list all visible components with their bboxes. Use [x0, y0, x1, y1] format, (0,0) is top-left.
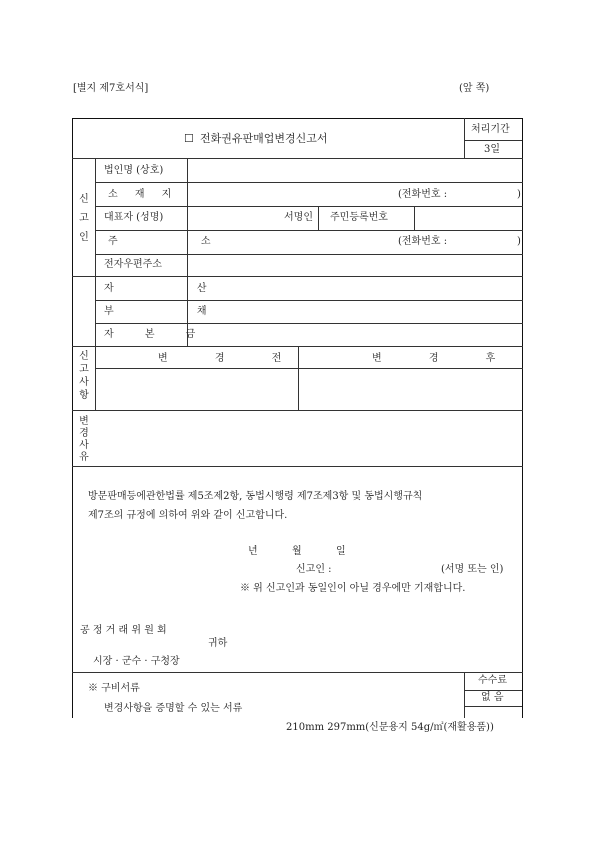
- corp-name-label: 법인명 (상호): [104, 165, 164, 176]
- recipient-local-gov: 시장 · 군수 · 구청장: [93, 656, 180, 667]
- location-phone-label: (전화번호 :: [398, 189, 448, 200]
- form-title-checkbox[interactable]: ☐: [184, 132, 194, 145]
- location-phone-close: ): [517, 189, 521, 200]
- fee-label: 수수료: [478, 675, 507, 686]
- declaration-line-2: 제7조의 규정에 의하여 위와 같이 신고합니다.: [88, 510, 288, 521]
- corp-name-field[interactable]: [189, 160, 521, 180]
- resident-number-field[interactable]: [416, 208, 520, 228]
- assets-field[interactable]: [189, 278, 521, 298]
- representative-label: 대표자 (성명): [104, 212, 164, 223]
- declaration-line-1: 방문판매등에관한법률 제5조제2항, 동법시행령 제7조제3항 및 동법시행규칙: [88, 491, 423, 502]
- address-phone-label: (전화번호 :: [398, 236, 448, 247]
- assets-label: 자 산: [104, 283, 247, 294]
- address-field[interactable]: [189, 232, 389, 252]
- after-change-label: 변 경 후: [372, 353, 518, 364]
- capital-field[interactable]: [189, 325, 521, 344]
- required-docs-title: ※ 구비서류: [88, 683, 140, 694]
- representative-field[interactable]: [189, 208, 279, 228]
- location-label: 소 재 지: [108, 189, 179, 200]
- liabilities-label: 부 채: [104, 306, 247, 317]
- form-number: [별지 제7호서식]: [73, 83, 149, 94]
- required-docs-item: 변경사항을 증명할 수 있는 서류: [104, 703, 243, 714]
- page-side-label: (앞 쪽): [459, 83, 490, 94]
- same-person-note: ※ 위 신고인과 동일인이 아닐 경우에만 기재합니다.: [240, 583, 466, 594]
- email-field[interactable]: [189, 256, 521, 274]
- liabilities-field[interactable]: [189, 302, 521, 321]
- fee-value: 없 음: [481, 692, 504, 703]
- after-change-field[interactable]: [300, 370, 521, 408]
- declarant-sign-label: 신고인 :: [296, 564, 332, 575]
- address-label: 주 소: [108, 236, 251, 247]
- paper-spec: 210mm 297mm(신문용지 54g/㎡(재활용품)): [286, 722, 494, 733]
- reason-field[interactable]: [97, 412, 521, 464]
- before-change-label: 변 경 전: [158, 353, 304, 364]
- processing-period-label: 처리기간: [471, 124, 510, 135]
- recipient-honorific: 귀하: [208, 638, 228, 649]
- recipient-ftc: 공 정 거 래 위 원 회: [80, 625, 167, 636]
- form-title: 전화권유판매업변경신고서: [200, 132, 328, 145]
- signature-label: 서명인: [284, 212, 313, 223]
- email-label: 전자우편주소: [104, 259, 162, 270]
- location-field[interactable]: [189, 184, 389, 204]
- sign-or-seal-note: (서명 또는 인): [441, 564, 504, 575]
- processing-period-value: 3일: [484, 144, 501, 155]
- before-change-field[interactable]: [97, 370, 296, 408]
- capital-label: 자 본 금: [104, 329, 210, 340]
- resident-number-label: 주민등록번호: [330, 212, 388, 223]
- address-phone-close: ): [517, 236, 521, 247]
